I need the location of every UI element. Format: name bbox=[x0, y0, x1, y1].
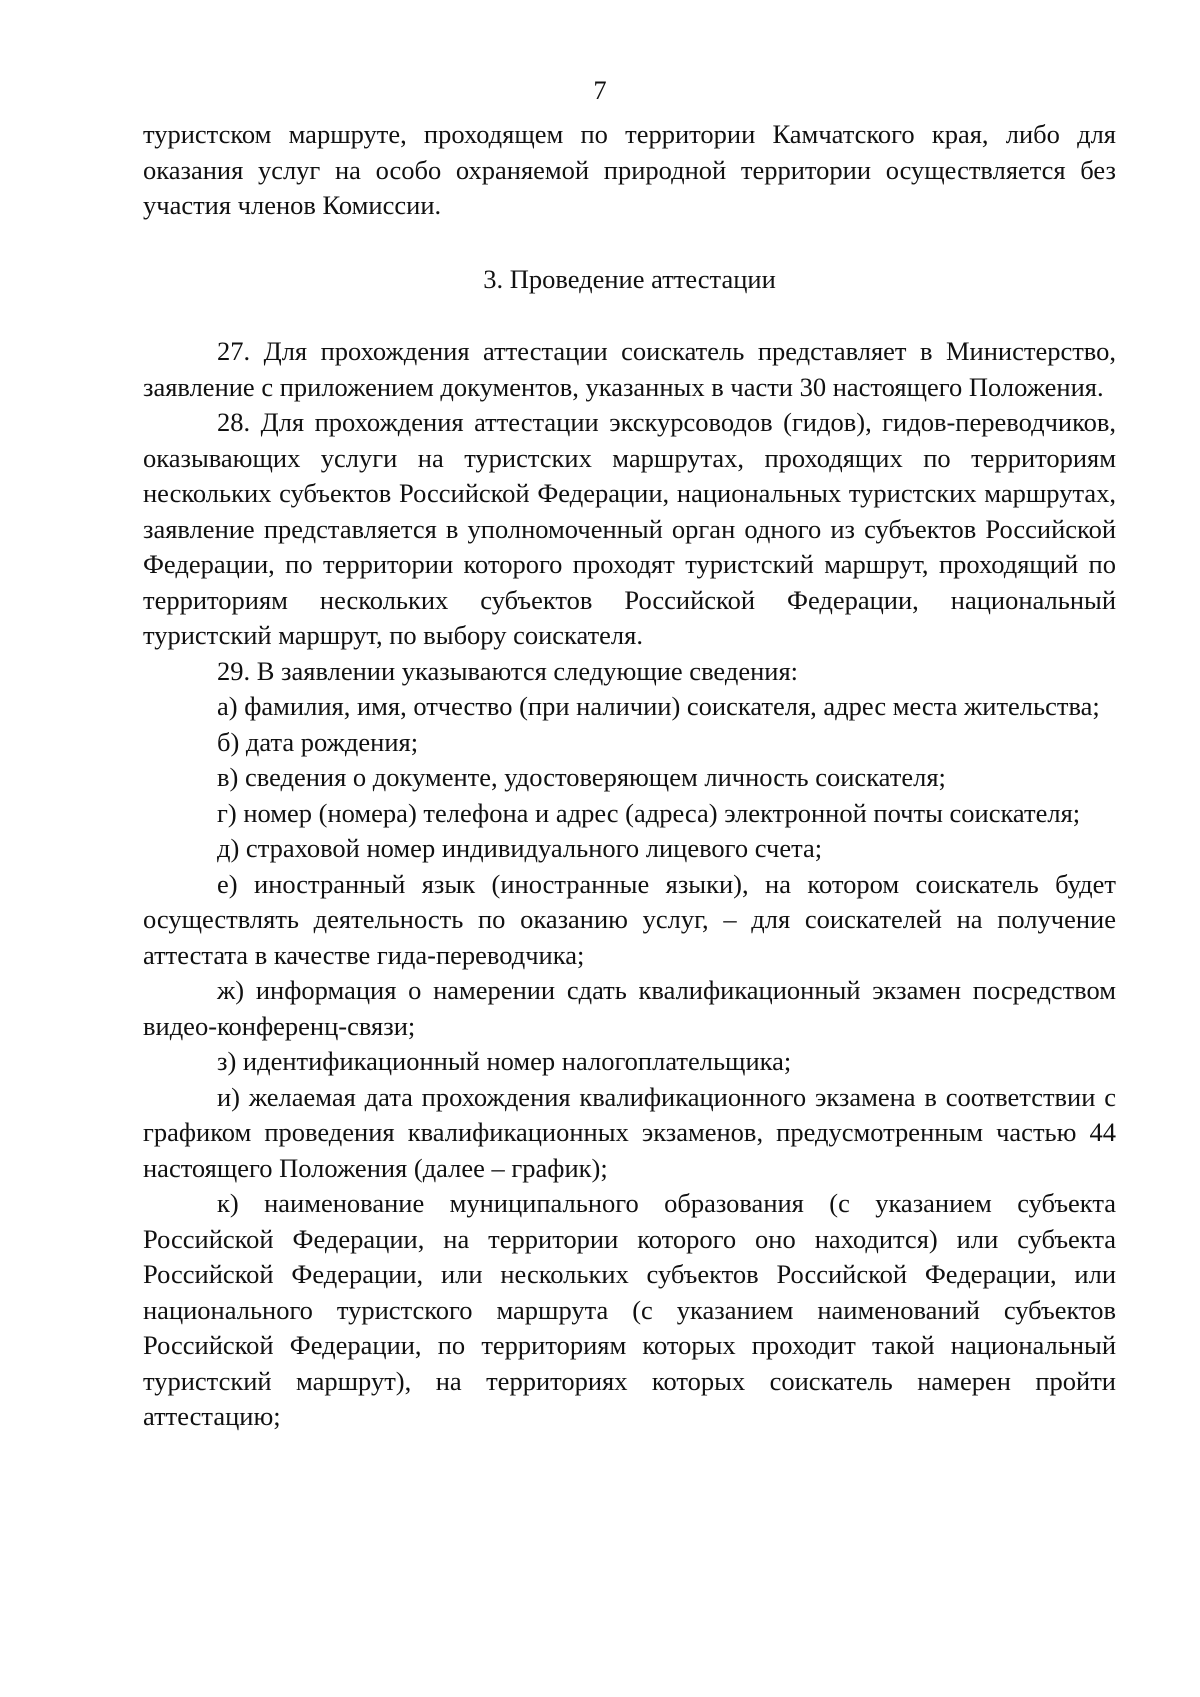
list-item-zh: ж) информация о намерении сдать квалификационный экзамен посредством видео-конференц-связи; bbox=[143, 975, 1116, 1041]
paragraph-27: 27. Для прохождения аттестации соискатель представляет в Министерство, заявление с приложением документов, указанных в части 30 настоящего Положения. bbox=[143, 336, 1116, 402]
document-body bbox=[143, 117, 1116, 1435]
list-item-e: е) иностранный язык (иностранные языки), на котором соискатель будет осуществлять деятельность по оказанию услуг, – для соискателей на получение аттестата в качестве гида-переводчика; bbox=[143, 868, 1116, 970]
page-number: 7 bbox=[593, 75, 607, 105]
list-item-v: в) сведения о документе, удостоверяющем личность соискателя; bbox=[217, 762, 946, 792]
list-item-b: б) дата рождения; bbox=[217, 726, 419, 757]
paragraph-29: 29. В заявлении указываются следующие сведения: bbox=[217, 655, 798, 686]
intro-paragraph: туристском маршруте, проходящем по территории Камчатского края, либо для оказания услуг на особо охраняемой природной территории осуществляется без участия членов Комиссии. bbox=[143, 119, 1116, 220]
list-item-k: к) наименование муниципального образования (с указанием субъекта Российской Федерации, на территории которого оно находится) или субъекта Российской Федерации, или нескольких субъектов Российской Федерации, или национального туристского маршрута (с указанием наименований субъектов Российской Федерации, по территориям которых проходит такой национальный туристский маршрут), на территориях которых соискатель намерен пройти аттестацию; bbox=[143, 1188, 1116, 1431]
section-heading: 3. Проведение аттестации bbox=[483, 263, 776, 294]
spacer bbox=[143, 224, 1116, 262]
list-item-a: а) фамилия, имя, отчество (при наличии) соискателя, адрес места жительства; bbox=[217, 691, 1100, 721]
paragraph-28: 28. Для прохождения аттестации экскурсоводов (гидов), гидов-переводчиков, оказывающих услуги на туристских маршрутах, проходящих по территориям нескольких субъектов Российской Федерации, национальных туристских маршрутах, заявление представляется в уполномоченный орган одного из субъектов Российской Федерации, по территории которого проходят туристский маршрут, проходящий по территориям нескольких субъектов Российской Федерации, национальный туристский маршрут, по выбору соискателя. bbox=[143, 407, 1116, 650]
spacer bbox=[143, 297, 1116, 334]
list-item-z: з) идентификационный номер налогоплательщика; bbox=[217, 1046, 792, 1076]
list-item-i: и) желаемая дата прохождения квалификационного экзамена в соответствии с графиком проведения квалификационных экзаменов, предусмотренным частью 44 настоящего Положения (далее – график); bbox=[143, 1081, 1116, 1183]
list-item-g: г) номер (номера) телефона и адрес (адреса) электронной почты соискателя; bbox=[217, 797, 1081, 828]
list-item-d: д) страховой номер индивидуального лицевого счета; bbox=[217, 833, 823, 863]
